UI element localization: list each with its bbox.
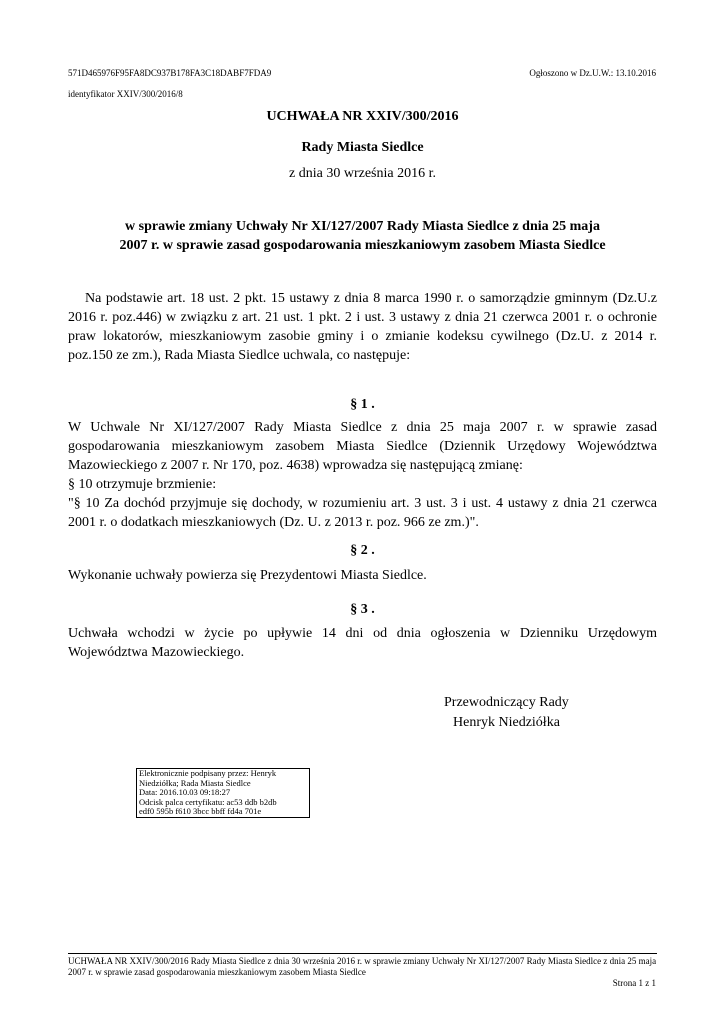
esig-line: Elektronicznie podpisany przez: Henryk	[139, 768, 277, 778]
section-3-text: Uchwała wchodzi w życie po upływie 14 dni od dnia ogłoszenia w Dzienniku Urzędowym Województwa Mazowieckiego.	[68, 626, 657, 660]
resolution-subject	[68, 217, 657, 255]
signatory-name: Henryk Niedziółka	[453, 715, 560, 730]
esig-line: edf0 595b f610 3bcc bbff fd4a 701e	[139, 806, 262, 817]
section-1-text: W Uchwale Nr XI/127/2007 Rady Miasta Siedlce z dnia 25 maja 2007 r. w sprawie zasad gospodarowania mieszkaniowym zasobem Miasta Siedlce (Dziennik Urzędowy Województwa Mazowieckiego z 2007 r. Nr 170, poz. 4638) wprowadza się następującą zmianę:	[68, 420, 657, 473]
announcement-date: Ogłoszono w Dz.U.W.: 13.10.2016	[529, 68, 656, 78]
section-1-heading: § 1 .	[350, 397, 375, 412]
resolution-date: z dnia 30 września 2016 r.	[289, 166, 436, 181]
footer-text: UCHWAŁA NR XXIV/300/2016 Rady Miasta Siedlce z dnia 30 września 2016 r. w sprawie zmiany Uchwały Nr XI/127/2007 Rady Miasta Siedlce z dnia 25 maja 2007 r. w sprawie zasad gospodarowania mieszkaniowym zasobem Miasta Siedlce	[68, 956, 657, 977]
section-2-heading: § 2 .	[350, 543, 375, 558]
signatory-role: Przewodniczący Rady	[444, 695, 569, 710]
subject-line-2: 2007 r. w sprawie zasad gospodarowania mieszkaniowym zasobem Miasta Siedlce	[119, 238, 606, 253]
section-3-heading: § 3 .	[350, 602, 375, 617]
subject-line-1: w sprawie zmiany Uchwały Nr XI/127/2007 Rady Miasta Siedlce z dnia 25 maja	[125, 219, 600, 234]
section-1-body	[68, 418, 657, 532]
section-1-line2: § 10 otrzymuje brzmienie:	[68, 477, 217, 492]
document-identifier: identyfikator XXIV/300/2016/8	[68, 89, 183, 99]
esig-line: Niedziółka; Rada Miasta Siedlce	[139, 777, 251, 788]
esig-line: Data: 2016.10.03 09:18:27	[139, 787, 231, 798]
preamble: Na podstawie art. 18 ust. 2 pkt. 15 ustawy z dnia 8 marca 1990 r. o samorządzie gminnym (Dz.U.z 2016 r. poz.446) w związku z art. 21 ust. 1 pkt. 2 i ust. 3 ustawy z dnia 21 czerwca 2001 r. o ochronie praw lokatorów, mieszkaniowym zasobie gminy i o zmianie kodeksu cywilnego (Dz.U. z 2014 r. poz.150 ze zm.), Rada Miasta Siedlce uchwala, co następuje:	[68, 291, 657, 363]
footer-divider	[68, 953, 657, 954]
section-2-text: Wykonanie uchwały powierza się Prezydentowi Miasta Siedlce.	[68, 568, 427, 583]
page-number: Strona 1 z 1	[612, 978, 656, 988]
section-1-quote: "§ 10 Za dochód przyjmuje się dochody, w rozumieniu art. 3 ust. 3 i ust. 4 ustawy z dnia 21 czerwca 2001 r. o dodatkach mieszkaniowych (Dz. U. z 2013 r. poz. 966 ze zm.)".	[68, 496, 657, 530]
resolution-title: UCHWAŁA NR XXIV/300/2016	[266, 109, 459, 124]
electronic-signature-box	[136, 768, 310, 818]
council-name: Rady Miasta Siedlce	[301, 140, 424, 155]
esig-line: Odcisk palca certyfikatu: ac53 ddb b2db	[139, 796, 277, 807]
document-hash: 571D465976F95FA8DC937B178FA3C18DABF7FDA9	[68, 68, 272, 78]
